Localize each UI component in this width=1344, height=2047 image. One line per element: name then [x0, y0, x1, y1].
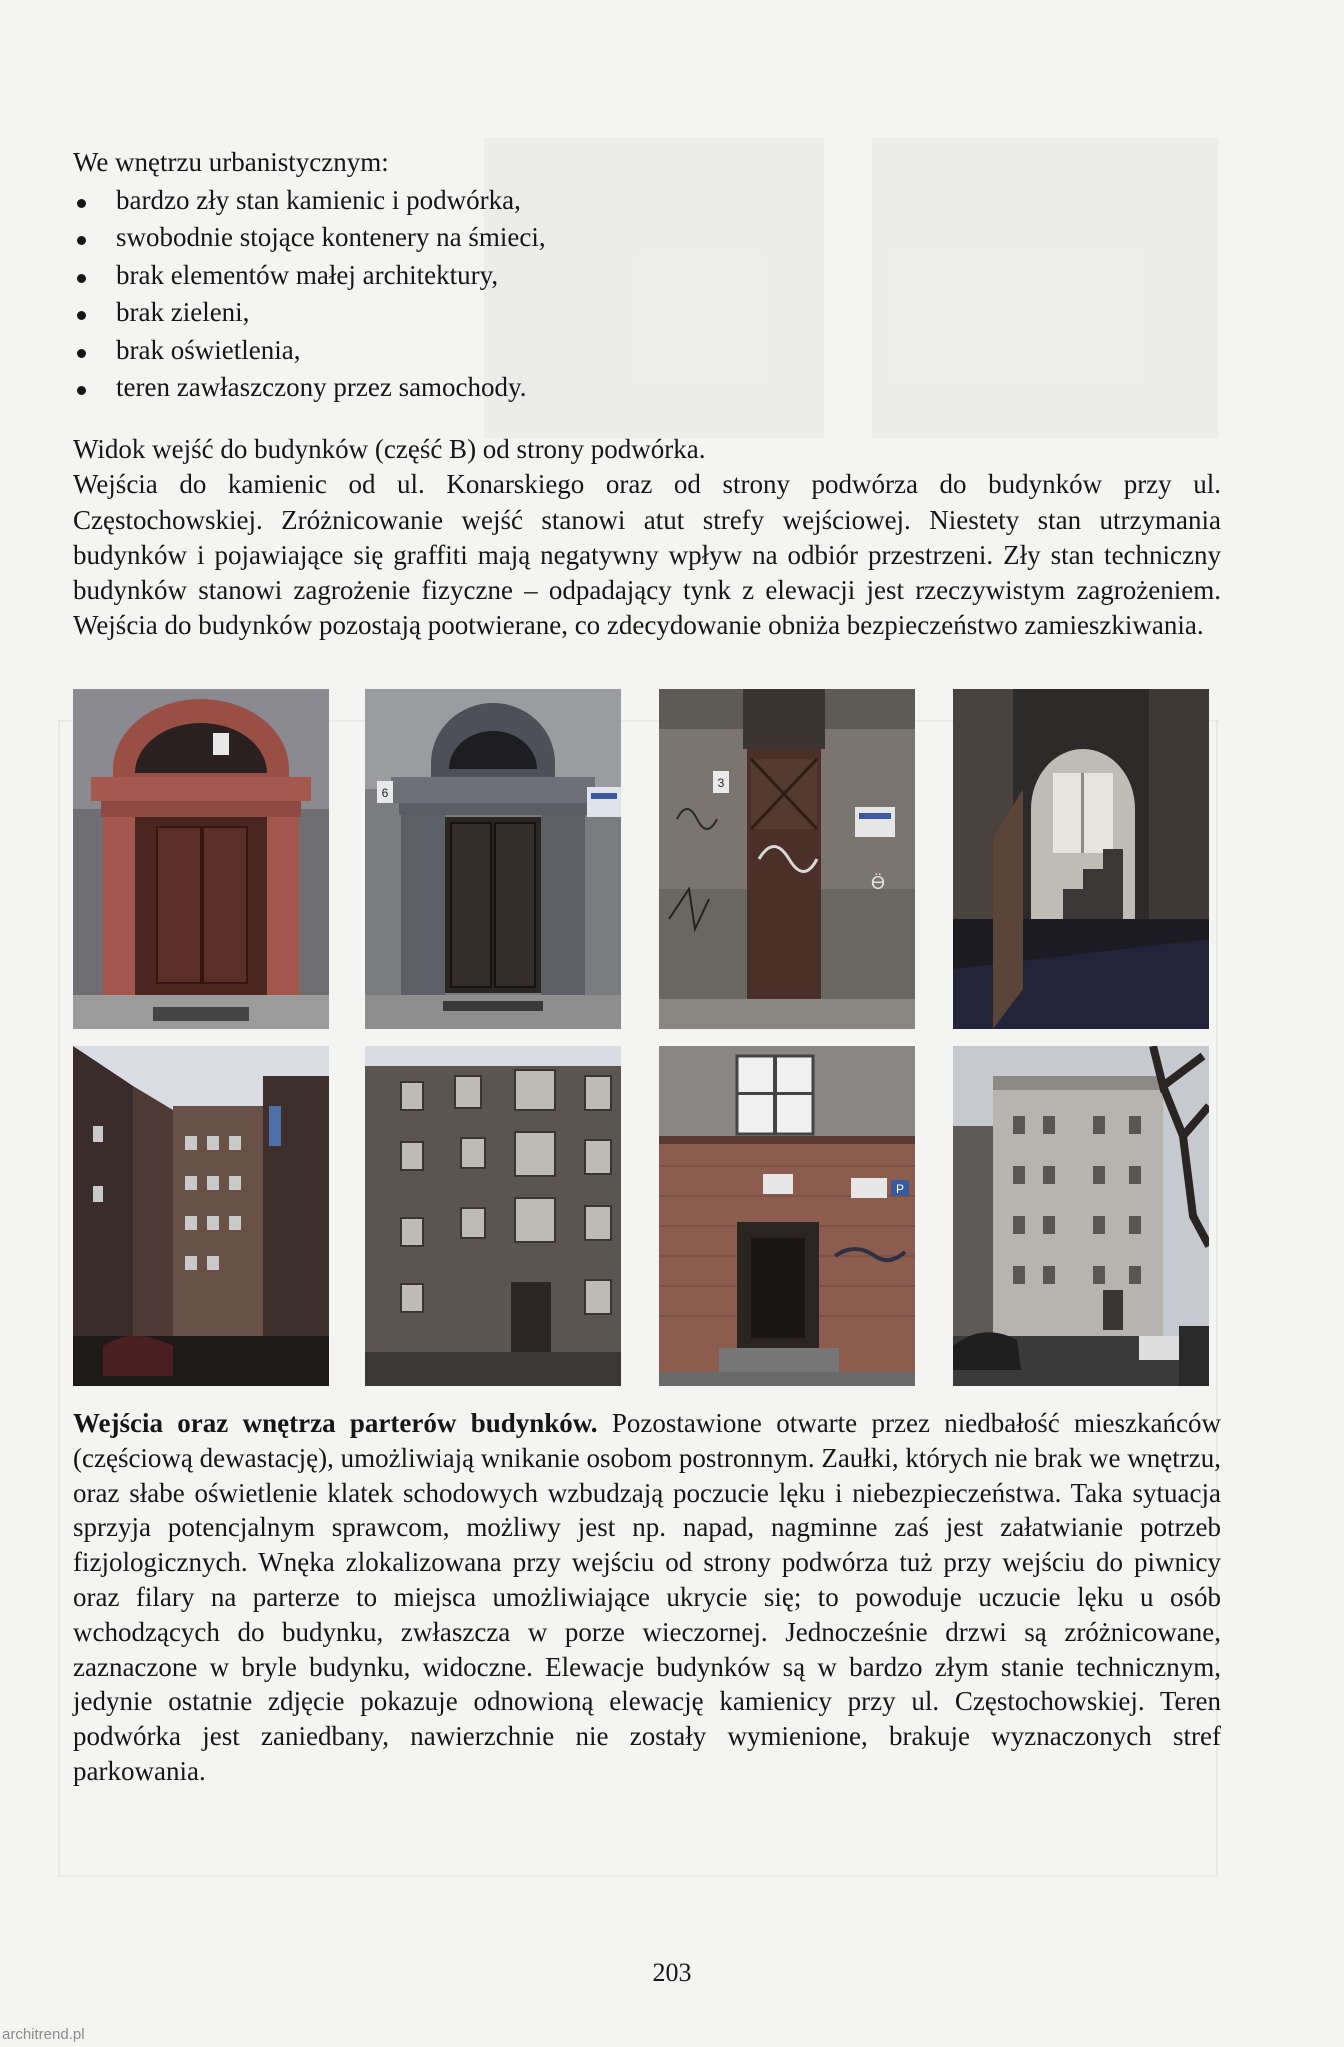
reverse-side-show-through: [58, 1875, 1218, 1877]
house-number-label: 3: [717, 776, 725, 790]
stairwell-interior-photo: [953, 689, 1209, 1029]
intro-heading: We wnętrzu urbanistycznym:: [73, 147, 389, 177]
problems-bullet-list: [73, 182, 1221, 407]
bullet-item: teren zawłaszczony przez samochody.: [73, 369, 1221, 407]
entrances-view-section: [73, 432, 1221, 644]
parking-sign-label: P: [895, 1182, 905, 1196]
reverse-side-show-through: [58, 720, 60, 1875]
bullet-item: brak zieleni,: [73, 294, 1221, 332]
bullet-item: brak elementów małej architektury,: [73, 257, 1221, 295]
entrances-paragraph: Wejścia do kamienic od ul. Konarskiego oraz od strony podwórza do budynków przy ul. Częstochowskiej. Zróżnicowanie wejść stanowi atut strefy wejściowej. Niestety stan utrzymania budynków i pojawiające się graffiti mają negatywny wpływ na odbiór przestrzeni. Zły stan techniczny budynków stanowi zagrożenie fizyczne – odpadający tynk z elewacji jest rzeczywistym zagrożeniem. Wejścia do budynków pozostają pootwierane, co zdecydowanie obniża bezpieczeństwo zamieszkiwania.: [73, 469, 1221, 641]
bullet-item: bardzo zły stan kamienic i podwórka,: [73, 182, 1221, 220]
courtyard-facade-photo: [365, 1046, 621, 1386]
house-number-label: 6: [381, 786, 389, 800]
page-number: 203: [652, 1958, 692, 1987]
ground-floor-entrances-section: [73, 1406, 1221, 1789]
door-arched-grey-number-6-photo: [365, 689, 621, 1029]
urban-interior-section: [73, 144, 1221, 407]
bullet-item: brak oświetlenia,: [73, 332, 1221, 370]
ground-floor-paragraph: [73, 1406, 1221, 1789]
door-graffiti-number-3-photo: [659, 689, 915, 1029]
courtyard-narrow-photo: [73, 1046, 329, 1386]
view-line: Widok wejść do budynków (część B) od strony podwórka.: [73, 434, 706, 464]
photo-grid: [73, 689, 1215, 1389]
renovated-tenement-photo: [953, 1046, 1209, 1386]
paragraph-body: Pozostawione otwarte przez niedbałość mieszkańców (częściową dewastację), umożliwiają wnikanie osobom postronnym. Zaułki, których nie brak we wnętrzu, oraz słabe oświetlenie klatek schodowych wzbudzają poczucie lęku i niebezpieczeństwa. Taka sytuacja sprzyja potencjalnym sprawcom, możliwy jest np. napad, nagminne zaś jest załatwianie potrzeb fizjologicznych. Wnęka zlokalizowana przy wejściu od strony podwórza tuż przy wejściu do piwnicy oraz filary na parterze to miejsca umożliwiające ukrycie się; to powoduje uczucie lęku u osób wchodzących do budynku, zwłaszcza w porze wieczornej. Jednocześnie drzwi są zróżnicowane, zaznaczone w bryle budynku, widoczne. Elewacje budynków są w bardzo złym stanie technicznym, jedynie ostatnie zdjęcie pokazuje odnowioną elewację kamienicy przy ul. Częstochowskiej. Teren podwórka jest zaniedbany, nawierzchnie nie zostały wymienione, brakuje wyznaczonych stref parkowania.: [73, 1408, 1221, 1786]
paragraph-lead-bold: Wejścia oraz wnętrza parterów budynków.: [73, 1408, 598, 1438]
svg-text:Ӫ: Ӫ: [871, 873, 886, 893]
bullet-item: swobodnie stojące kontenery na śmieci,: [73, 219, 1221, 257]
brick-entrance-photo: [659, 1046, 915, 1386]
source-watermark: architrend.pl: [2, 2026, 85, 2043]
door-arched-red-stone-photo: [73, 689, 329, 1029]
